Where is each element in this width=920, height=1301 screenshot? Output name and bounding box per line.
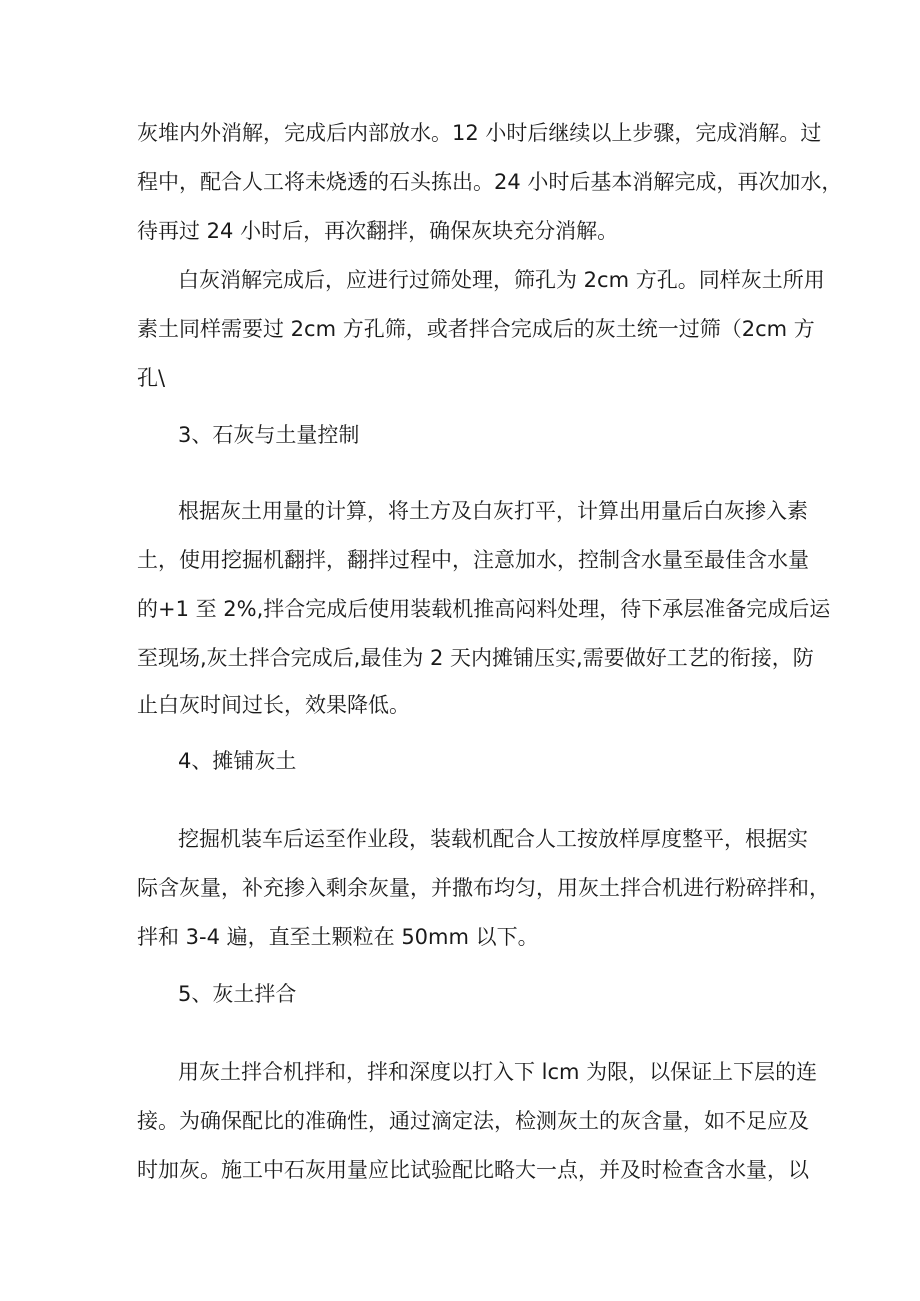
section-heading-4: 4、摊铺灰土 xyxy=(178,749,297,773)
paragraph-5-line-3: 时加灰。施工中石灰用量应比试验配比略大一点，并及时检查含水量，以 xyxy=(137,1158,809,1182)
paragraph-1-line-1: 灰堆内外消解，完成后内部放水。12 小时后继续以上步骤，完成消解。过 xyxy=(137,121,822,145)
paragraph-3-line-3: 的+1 至 2%,拌合完成后使用装载机推高闷料处理，待下承层准备完成后运 xyxy=(137,597,831,621)
paragraph-5-line-1: 用灰土拌合机拌和，拌和深度以打入下 lcm 为限，以保证上下层的连 xyxy=(178,1060,818,1084)
paragraph-4-line-2: 际含灰量，补充掺入剩余灰量，并撒布均匀，用灰土拌合机进行粉碎拌和， xyxy=(137,876,830,900)
paragraph-3-line-1: 根据灰土用量的计算，将土方及白灰打平，计算出用量后白灰掺入素 xyxy=(178,499,808,523)
paragraph-4-line-1: 挖掘机装车后运至作业段，装载机配合人工按放样厚度整平，根据实 xyxy=(178,827,808,851)
section-heading-5: 5、灰土拌合 xyxy=(178,982,297,1006)
paragraph-4-line-3: 拌和 3-4 遍，直至土颗粒在 50mm 以下。 xyxy=(137,925,539,949)
paragraph-5-line-2: 接。为确保配比的准确性，通过滴定法，检测灰土的灰含量，如不足应及 xyxy=(137,1109,809,1133)
paragraph-3-line-2: 土，使用挖掘机翻拌，翻拌过程中，注意加水，控制含水量至最佳含水量 xyxy=(137,548,809,572)
paragraph-2-line-1: 白灰消解完成后，应进行过筛处理，筛孔为 2cm 方孔。同样灰土所用 xyxy=(178,268,825,292)
paragraph-3-line-4: 至现场,灰土拌合完成后,最佳为 2 天内摊铺压实,需要做好工艺的衔接，防 xyxy=(137,646,814,670)
paragraph-3-line-5: 止白灰时间过长，效果降低。 xyxy=(137,693,410,717)
paragraph-2-line-3: 孔\ xyxy=(137,366,166,390)
paragraph-1-line-2: 程中，配合人工将未烧透的石头拣出。24 小时后基本消解完成，再次加水， xyxy=(137,170,843,194)
paragraph-2-line-2: 素土同样需要过 2cm 方孔筛，或者拌合完成后的灰土统一过筛（2cm 方 xyxy=(137,317,815,341)
section-heading-3: 3、石灰与土量控制 xyxy=(178,423,360,447)
paragraph-1-line-3: 待再过 24 小时后，再次翻拌，确保灰块充分消解。 xyxy=(137,219,619,243)
